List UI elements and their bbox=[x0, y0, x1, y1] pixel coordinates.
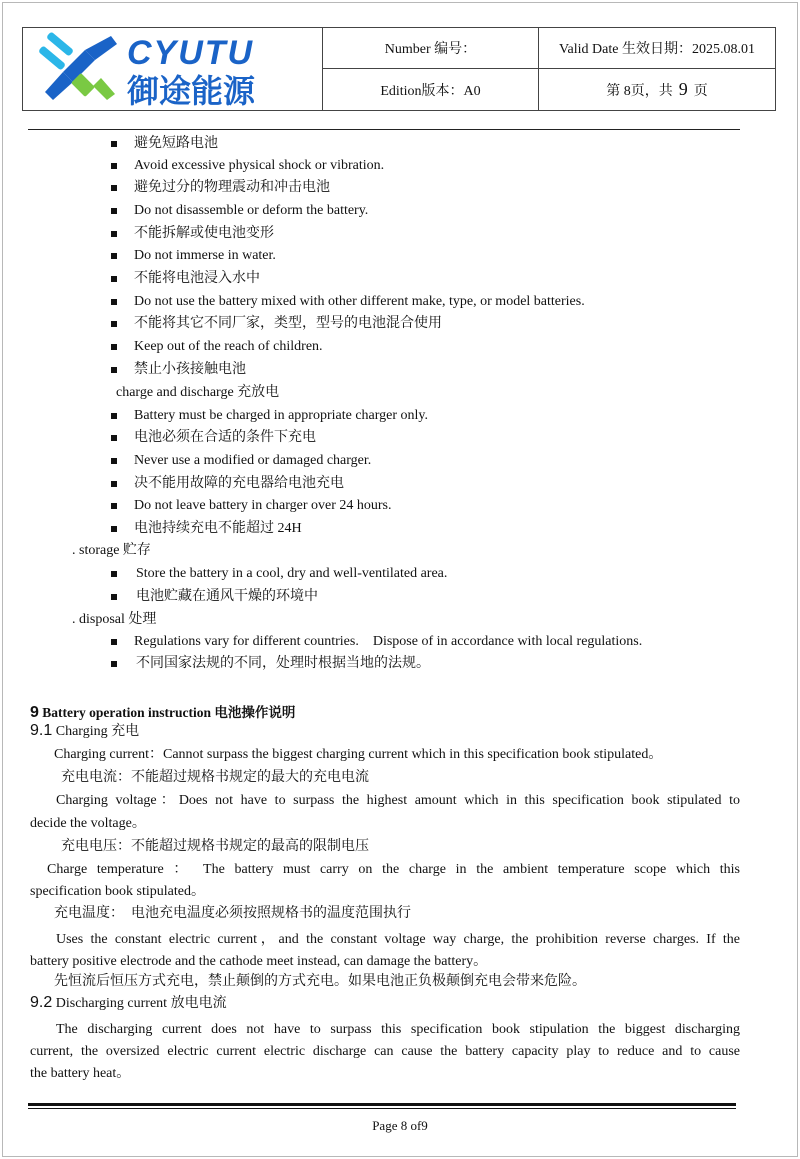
bullet-icon bbox=[111, 413, 117, 419]
bullet-icon bbox=[111, 185, 117, 191]
company-logo bbox=[23, 28, 323, 110]
list-item: 电池持续充电不能超过 24H bbox=[134, 521, 302, 536]
constant-charge-en-line2: battery positive electrode and the cathode meet instead, can damage the battery。 bbox=[30, 954, 488, 969]
subsection-title: Charging 充电 bbox=[55, 724, 140, 739]
bullet-icon bbox=[111, 208, 117, 214]
list-item: 不能将电池浸入水中 bbox=[134, 271, 260, 286]
bullet-icon bbox=[111, 481, 117, 487]
bullet-icon bbox=[111, 141, 117, 147]
discharge-en-line1: The discharging current does not have to surpass this specification book stipulation the biggest discharging bbox=[56, 1022, 740, 1037]
svg-text:御途能源: 御途能源 bbox=[127, 72, 256, 110]
footer-divider-thin bbox=[28, 1108, 736, 1109]
list-item: 避免过分的物理震动和冲击电池 bbox=[134, 180, 330, 195]
charging-current-cn: 充电电流：不能超过规格书规定的最大的充电电流 bbox=[61, 770, 369, 785]
bullet-icon bbox=[111, 435, 117, 441]
bullet-icon bbox=[111, 594, 117, 600]
page-of-cn bbox=[539, 69, 775, 110]
disposal-section-title: . disposal 处理 bbox=[72, 612, 157, 627]
charging-voltage-en-line1: Charging voltage：Does not have to surpass the highest amount which in this specification book stipulated to bbox=[56, 793, 740, 808]
bullet-icon bbox=[111, 661, 117, 667]
constant-charge-en-line1: Uses the constant electric current，and the constant voltage way charge, the prohibition reverse charges. If the bbox=[56, 932, 740, 947]
page-suffix: 页 bbox=[693, 83, 708, 99]
constant-charge-cn: 先恒流后恒压方式充电，禁止颠倒的方式充电。如果电池正负极颠倒充电会带来危险。 bbox=[54, 974, 586, 989]
list-item: 不同国家法规的不同，处理时根据当地的法规。 bbox=[136, 656, 430, 671]
bullet-icon bbox=[111, 458, 117, 464]
bullet-icon bbox=[111, 231, 117, 237]
document-number-label: Number 编号： bbox=[323, 28, 539, 69]
bullet-icon bbox=[111, 344, 117, 350]
charge-temp-en-line2: specification book stipulated。 bbox=[30, 884, 205, 899]
list-item: Do not immerse in water. bbox=[134, 248, 276, 263]
charging-voltage-cn: 充电电压：不能超过规格书规定的最高的限制电压 bbox=[61, 839, 369, 854]
list-item: Battery must be charged in appropriate charger only. bbox=[134, 408, 429, 423]
bullet-icon bbox=[111, 367, 117, 373]
charging-voltage-en-line2: decide the voltage。 bbox=[30, 816, 146, 831]
list-item: 电池必须在合适的条件下充电 bbox=[134, 430, 316, 445]
list-item: Keep out of the reach of children. bbox=[134, 339, 323, 354]
header-table bbox=[22, 27, 776, 111]
list-item: 决不能用故障的充电器给电池充电 bbox=[134, 476, 344, 491]
charge-section-title: charge and discharge 充放电 bbox=[116, 385, 280, 400]
list-item: 避免短路电池 bbox=[134, 136, 218, 151]
section-number: 9 bbox=[30, 704, 39, 721]
logo-mark-icon bbox=[23, 28, 323, 110]
subsection-number: 9.2 bbox=[30, 994, 53, 1011]
subsection-number: 9.1 bbox=[30, 722, 53, 739]
bullet-icon bbox=[111, 526, 117, 532]
charge-temp-cn: 充电温度： 电池充电温度必须按照规格书的温度范围执行 bbox=[54, 906, 411, 921]
subsection-9-2-heading bbox=[30, 994, 227, 1013]
list-item: Store the battery in a cool, dry and well-ventilated area. bbox=[136, 566, 448, 581]
bullet-icon bbox=[111, 276, 117, 282]
subsection-title: Discharging current 放电电流 bbox=[55, 996, 227, 1011]
list-item: 不能拆解或使电池变形 bbox=[134, 226, 274, 241]
bullet-icon bbox=[111, 253, 117, 259]
bullet-icon bbox=[111, 503, 117, 509]
charge-temp-en-line1: Charge temperature ： The battery must carry on the charge in the ambient temperature scope which this bbox=[47, 862, 740, 877]
list-item: Avoid excessive physical shock or vibration. bbox=[134, 158, 385, 173]
list-item: Do not leave battery in charger over 24 hours. bbox=[134, 498, 392, 513]
bullet-icon bbox=[111, 639, 117, 645]
list-item: 不能将其它不同厂家，类型，型号的电池混合使用 bbox=[134, 316, 442, 331]
bullet-icon bbox=[111, 321, 117, 327]
page-prefix: 第 8页，共 bbox=[606, 83, 673, 99]
charging-current-en: Charging current：Cannot surpass the biggest charging current which in this specification book stipulated。 bbox=[54, 747, 663, 762]
list-item: 电池贮藏在通风干燥的环境中 bbox=[136, 589, 318, 604]
list-item: Do not use the battery mixed with other different make, type, or model batteries. bbox=[134, 294, 585, 309]
bullet-icon bbox=[111, 571, 117, 577]
svg-text:CYUTU: CYUTU bbox=[127, 34, 255, 72]
footer-divider-thick bbox=[28, 1103, 736, 1106]
discharge-en-line2: current, the oversized electric current electric discharge can cause the battery capacity play to reduce and to cause bbox=[30, 1044, 740, 1059]
valid-date: Valid Date 生效日期：2025.08.01 bbox=[539, 28, 775, 69]
list-item: Never use a modified or damaged charger. bbox=[134, 453, 372, 468]
list-item: Do not disassemble or deform the battery. bbox=[134, 203, 369, 218]
page-total: 9 bbox=[678, 79, 688, 99]
subsection-9-1-heading bbox=[30, 722, 139, 741]
discharge-en-line3: the battery heat。 bbox=[30, 1066, 131, 1081]
edition: Edition版本：A0 bbox=[323, 69, 539, 110]
page-number-footer: Page 8 of9 bbox=[372, 1118, 428, 1133]
bullet-icon bbox=[111, 299, 117, 305]
header-divider bbox=[28, 129, 740, 130]
storage-section-title: . storage 贮存 bbox=[72, 543, 151, 558]
bullet-icon bbox=[111, 163, 117, 169]
list-item: Regulations vary for different countries. Dispose of in accordance with local regulations. bbox=[134, 634, 643, 649]
section-title: Battery operation instruction 电池操作说明 bbox=[42, 705, 296, 720]
list-item: 禁止小孩接触电池 bbox=[134, 362, 246, 377]
section-9-heading bbox=[30, 701, 295, 722]
